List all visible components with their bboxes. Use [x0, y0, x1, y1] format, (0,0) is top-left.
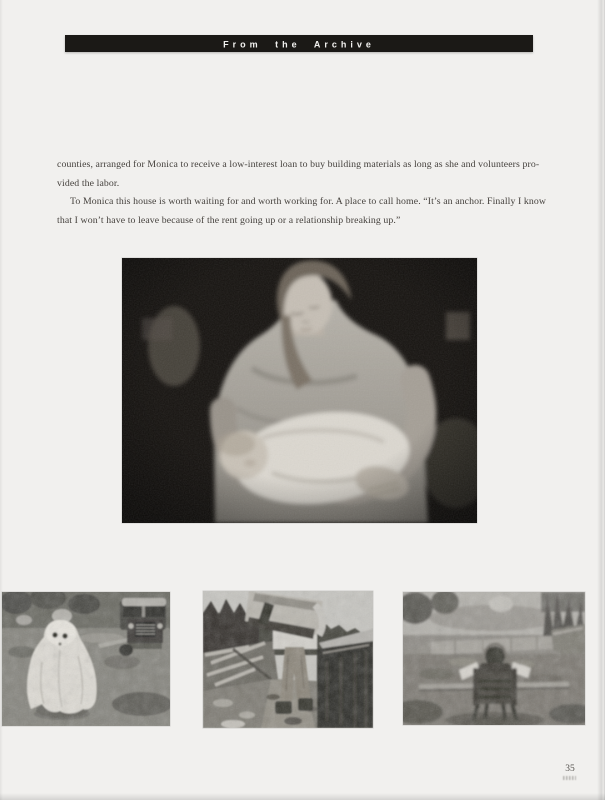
page-edge-left: [0, 0, 3, 800]
folio-mark: [563, 776, 576, 780]
photo-ghost-costume: [2, 592, 170, 726]
article-text: [57, 156, 548, 230]
photo-mother-and-baby-art: [122, 258, 477, 523]
text-line-1: counties, arranged for Monica to receive a low-interest loan to buy building materials as long as she and volunteers pro-: [57, 159, 540, 170]
photo-carrying-material: [203, 591, 373, 728]
photo-mother-and-baby: [122, 258, 477, 523]
section-header-bar: [65, 35, 533, 52]
text-line-2: vided the labor.: [57, 177, 120, 189]
section-title: From the Archive: [223, 39, 375, 49]
page-edge-right: [597, 0, 605, 800]
text-line-4: that I won’t have to leave because of the rent going up or a relationship breaking up.”: [57, 214, 401, 226]
photo-ghost-costume-art: [2, 592, 170, 726]
photo-person-in-chair-art: [403, 592, 585, 725]
page-number: 35: [565, 764, 575, 774]
page-edge-bottom: [0, 793, 605, 800]
text-line-3: To Monica this house is worth waiting for and worth working for. A place to call home. “It’s an anchor. Finally I know: [70, 196, 547, 208]
photo-person-in-chair: [403, 592, 585, 725]
photo-carrying-material-art: [203, 591, 373, 728]
